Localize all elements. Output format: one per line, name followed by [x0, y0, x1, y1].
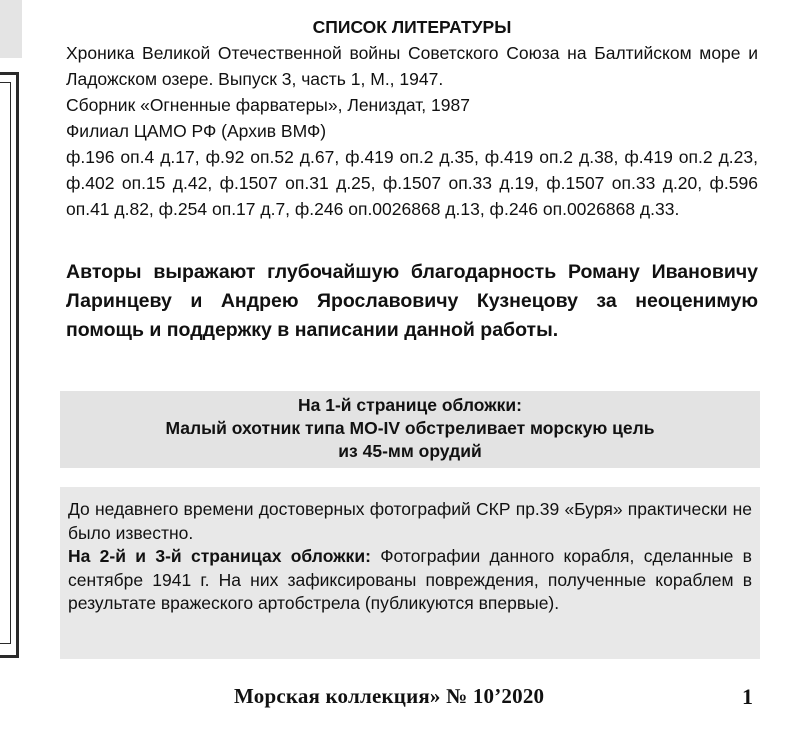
- cover-caption-line: Малый охотник типа МО-IV обстреливает морскую цель: [165, 418, 655, 438]
- journal-footer: Морская коллекция» № 10’2020: [234, 684, 545, 708]
- cover-caption-box: [60, 391, 760, 468]
- reference-item: ф.196 оп.4 д.17, ф.92 оп.52 д.67, ф.419 оп.2 д.35, ф.419 оп.2 д.38, ф.419 оп.2 д.23, ф.402 оп.15 д.42, ф.1507 оп.31 д.25, ф.1507 оп.33 д.19, ф.1507 оп.33 д.20, ф.596 оп.41 д.82, ф.254 оп.17 д.7, ф.246 оп.0026868 д.13, ф.246 оп.0026868 д.33.: [66, 147, 758, 219]
- page-number: 1: [742, 684, 753, 709]
- cover-note-label: На 2-й и 3-й страницах обложки:: [68, 546, 371, 566]
- cover-note-text: Фотографии данного корабля, сделанные в сентябре 1941 г. На них зафиксированы повреждения, полученные кораблем в результате вражеского артобстрела (публикуются впервые).: [68, 546, 752, 613]
- cover-note-paragraph: [60, 545, 760, 616]
- cover-caption-line: из 45-мм орудий: [338, 441, 482, 461]
- reference-item: Хроника Великой Отечественной войны Советского Союза на Балтийском море и Ладожском озере. Выпуск 3, часть 1, М., 1947.: [66, 43, 758, 89]
- reference-item: Филиал ЦАМО РФ (Архив ВМФ): [66, 121, 327, 141]
- references-title: СПИСОК ЛИТЕРАТУРЫ: [312, 17, 512, 37]
- cover-note-intro: До недавнего времени достоверных фотографий СКР пр.39 «Буря» практически не было известно.: [68, 499, 752, 543]
- left-page-edge: [0, 0, 22, 58]
- cover-note-box: [60, 487, 760, 659]
- left-page-frame-inner: [0, 82, 11, 644]
- cover-caption-heading: На 1-й странице обложки:: [298, 395, 522, 415]
- acknowledgement: Авторы выражают глубочайшую благодарность Роману Ивановичу Ларинцеву и Андрею Ярославовичу Кузнецову за неоценимую помощь и поддержку в написании данной работы.: [66, 261, 758, 341]
- references-section: [66, 14, 758, 222]
- reference-item: Сборник «Огненные фарватеры», Лениздат, 1987: [66, 95, 470, 115]
